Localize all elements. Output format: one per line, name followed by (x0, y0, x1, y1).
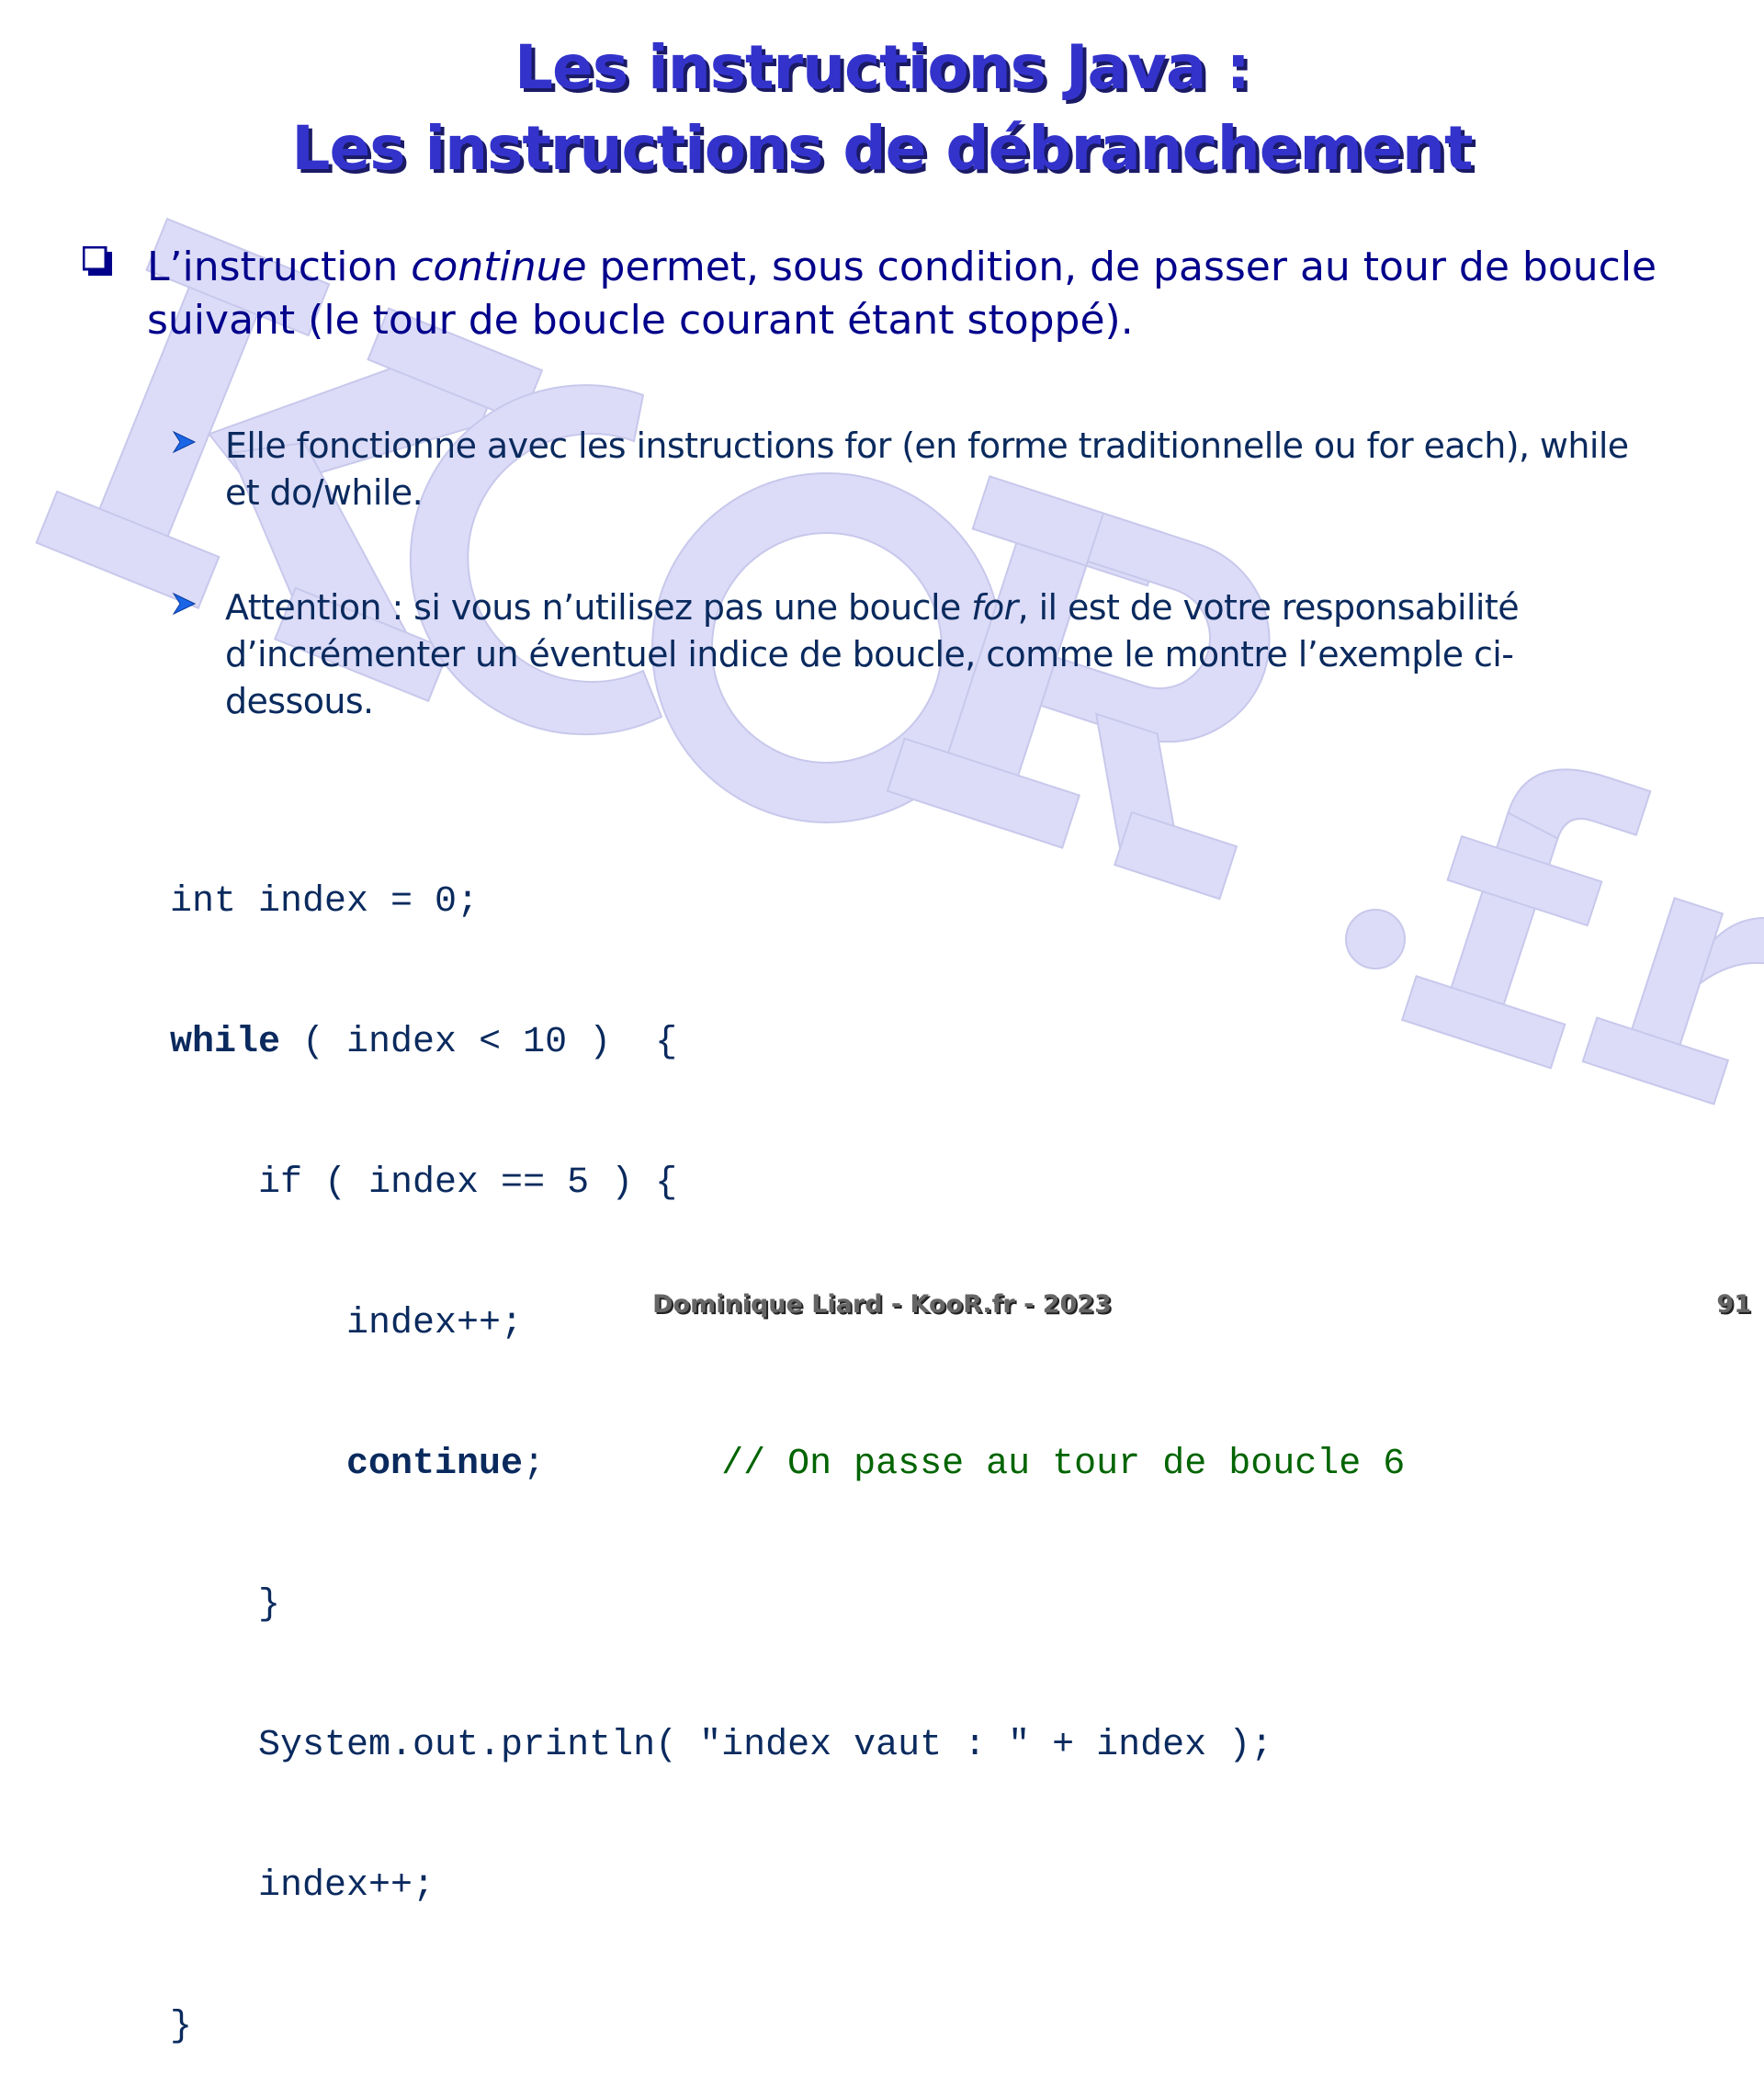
arrow-bullet-icon (170, 428, 198, 456)
main-bullet-text-start: L’instruction (147, 244, 412, 290)
slide-title (0, 28, 1764, 189)
page-number: 91 (1716, 1290, 1751, 1319)
sub-bullet-2-keyword: for (971, 587, 1018, 628)
code-block (170, 785, 1405, 2097)
code-line: int index = 0; (170, 881, 480, 923)
checkbox-bullet-icon (83, 246, 114, 278)
sub-bullet-2-text-end: , il est de votre responsabilité d’incrémenter un éventuel indice de boucle, comme le montre l’exemple ci-dessous. (225, 587, 1519, 721)
main-bullet-text-end: permet, sous condition, de passer au tour de boucle suivant (le tour de boucle courant étant stoppé). (147, 244, 1657, 344)
sub-bullet-1-text: Elle fonctionne avec les instructions for (en forme traditionnelle ou for each), while et do/while. (225, 425, 1629, 513)
sub-bullet-2-text-start: Attention : si vous n’utilisez pas une boucle (225, 587, 972, 628)
code-text: ( index < 10 ) { (280, 1022, 678, 1063)
code-line: index++; (170, 1865, 435, 1907)
title-line-2: Les instructions de débranchement (291, 113, 1473, 184)
code-line (170, 1441, 1405, 1488)
code-line: } (170, 2006, 193, 2047)
title-line-1: Les instructions Java : (514, 32, 1250, 103)
code-indent (170, 1444, 346, 1485)
code-line: if ( index == 5 ) { (170, 1162, 678, 1204)
code-line: System.out.println( "index vaut : " + index ); (170, 1725, 1273, 1766)
code-keyword: continue (346, 1444, 524, 1485)
slide-footer: Dominique Liard - KooR.fr - 2023 (652, 1290, 1112, 1319)
code-keyword: while (170, 1022, 281, 1063)
sub-bullet-2-text (225, 584, 1649, 725)
main-bullet-keyword: continue (411, 244, 587, 290)
code-text: ; (523, 1444, 722, 1485)
main-bullet-text (147, 241, 1718, 347)
code-line: index++; (170, 1303, 524, 1344)
sub-bullet-2 (170, 584, 1649, 725)
code-line (170, 1019, 1405, 1066)
sub-bullet-1 (170, 423, 1649, 516)
main-bullet (83, 241, 1718, 347)
code-line: } (170, 1584, 281, 1626)
arrow-bullet-icon (170, 590, 198, 618)
code-comment: // On passe au tour de boucle 6 (721, 1444, 1406, 1485)
